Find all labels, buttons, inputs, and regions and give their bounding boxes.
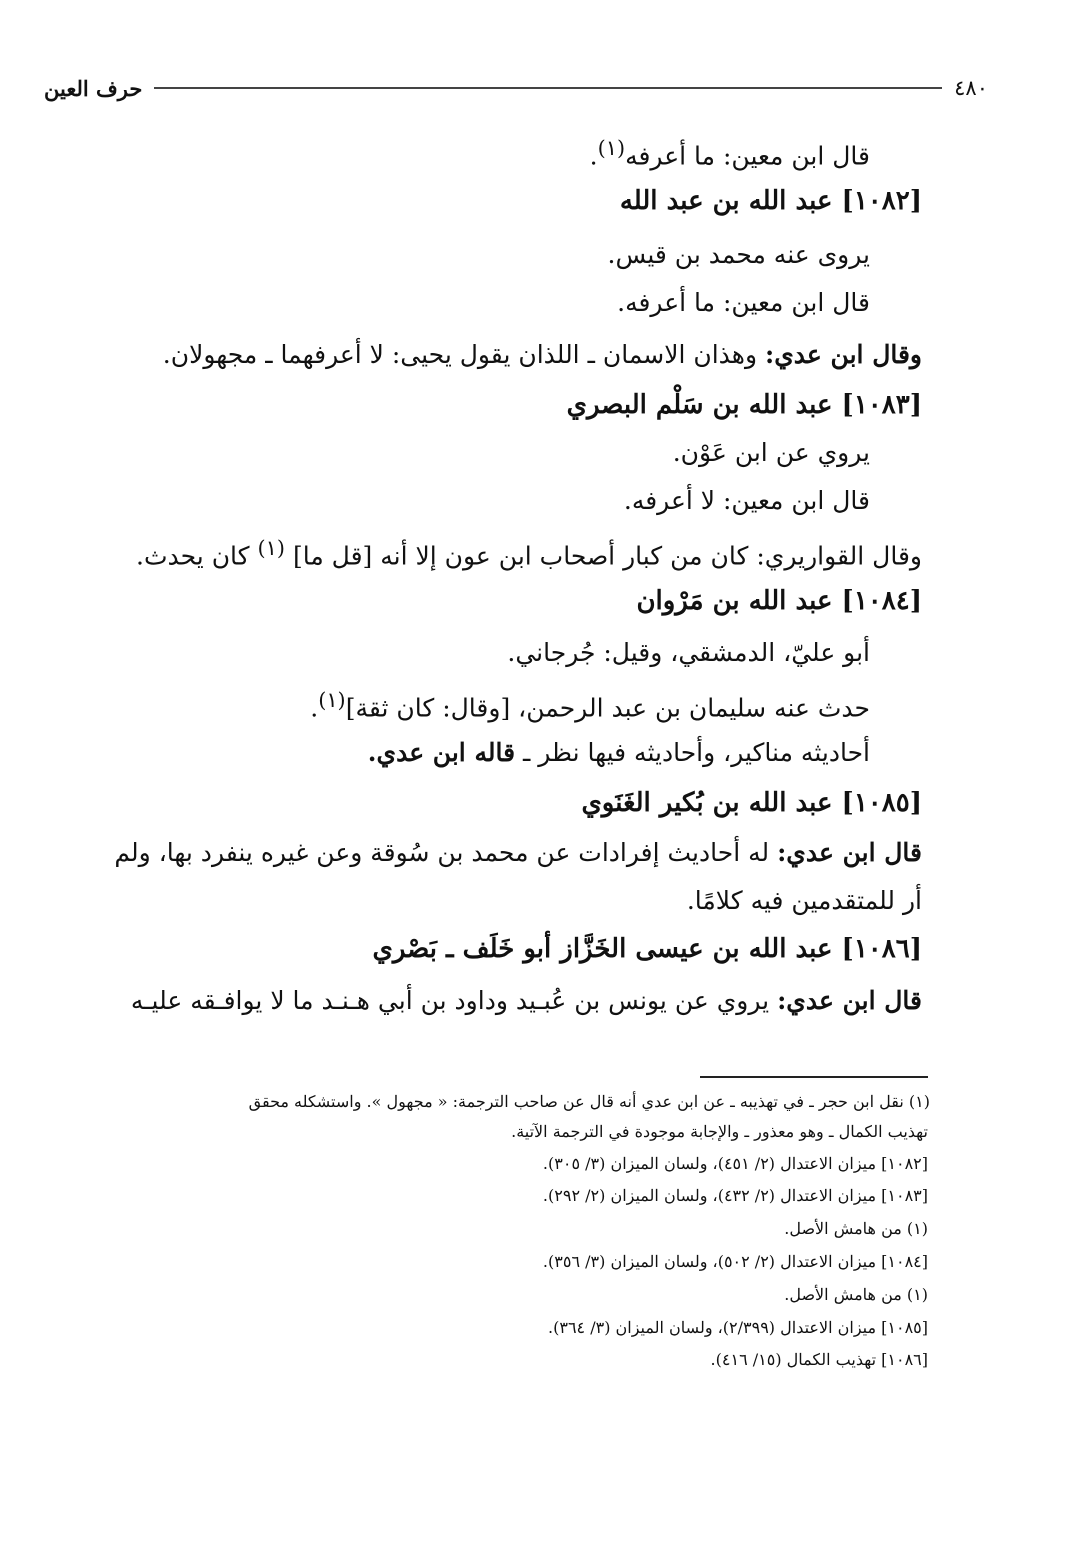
text-line: قال ابن عدي: له أحاديث إفرادات عن محمد بن سُوقة وعن غيره ينفرد بها، ولم [114,838,922,867]
text-line: قال ابن معين: ما أعرفه. [617,288,870,317]
footnote: [١٠٨٤] ميزان الاعتدال (٢/ ٥٠٢)، ولسان الميزان (٣/ ٣٥٦). [542,1252,928,1271]
text-line: أحاديثه مناكير، وأحاديثه فيها نظر ـ قاله ابن عدي. [367,738,870,767]
text-line: أر للمتقدمين فيه كلامًا. [686,886,922,915]
footnote: تهذيب الكمال ـ وهو معذور ـ والإجابة موجودة في الترجمة الآتية. [511,1122,928,1141]
footnote: (١) نقل ابن حجر ـ في تهذيبه ـ عن ابن عدي أنه قال عن صاحب الترجمة: « مجهول ». واستشكله محقق [248,1092,930,1111]
text-line: أبو عليّ، الدمشقي، وقيل: جُرجاني. [507,638,870,667]
header-rule [154,87,942,89]
footnote-separator [700,1076,928,1078]
text-line: قال ابن معين: لا أعرفه. [623,486,870,515]
entry-heading-1085: [١٠٨٥] عبد الله بن بُكير الغَنَوي [581,788,922,818]
footnote-marker: (١) [597,136,626,160]
footnote: [١٠٨٥] ميزان الاعتدال (٢/٣٩٩)، ولسان الميزان (٣/ ٣٦٤). [548,1318,928,1337]
chapter-title: حرف العين [44,75,143,101]
footnote-marker: (١) [257,536,285,560]
text-line: وقال ابن عدي: وهذان الاسمان ـ اللذان يقول يحيى: لا أعرفهما ـ مجهولان. [162,340,922,369]
entry-heading-1086: [١٠٨٦] عبد الله بن عيسى الخَزَّاز أبو خَلَف ـ بَصْري [372,934,922,964]
entry-heading-1082: [١٠٨٢] عبد الله بن عبد الله [619,186,922,216]
text-line: قال ابن عدي: يروي عن يونس بن عُبـيد وداود بن أبي هـنـد ما لا يوافـقه عليـه [130,986,922,1015]
entry-heading-1083: [١٠٨٣] عبد الله بن سَلْم البصري [566,390,922,420]
footnote: (١) من هامش الأصل. [784,1219,928,1238]
footnote: [١٠٨٣] ميزان الاعتدال (٢/ ٤٣٢)، ولسان الميزان (٢/ ٢٩٢). [542,1186,928,1205]
text-line: قال ابن معين: ما أعرفه$^{(١)}$. [589,136,870,171]
page-number: ٤٨٠ [954,76,988,100]
text-line: يروي عن ابن عَوْن. [672,438,870,467]
text-line: وقال القواريري: كان من كبار أصحاب ابن عون إلا أنه [قل ما] $^{(١)}$ كان يحدث. [136,536,922,571]
text-line: يروى عنه محمد بن قيس. [607,240,870,269]
footnote: [١٠٨٢] ميزان الاعتدال (٢/ ٤٥١)، ولسان الميزان (٣/ ٣٠٥). [542,1154,928,1173]
footnote: (١) من هامش الأصل. [784,1285,928,1304]
text-line: حدث عنه سليمان بن عبد الرحمن، [وقال: كان ثقة]$^{(١)}$. [310,688,870,723]
footnote: [١٠٨٦] تهذيب الكمال (١٥/ ٤١٦). [710,1350,928,1369]
footnote-marker: (١) [318,688,346,712]
entry-heading-1084: [١٠٨٤] عبد الله بن مَرْوان [636,586,922,616]
running-header [44,72,988,104]
